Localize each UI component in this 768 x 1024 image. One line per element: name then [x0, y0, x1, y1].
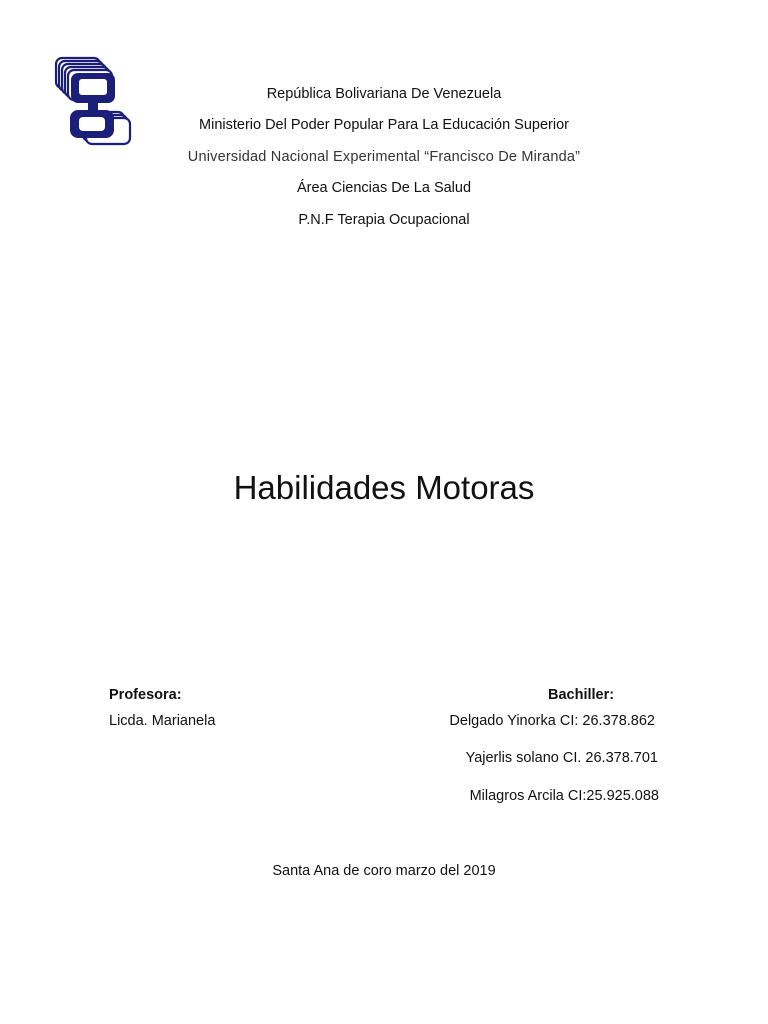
professor-name: Licda. Marianela	[109, 713, 216, 729]
header-university: Universidad Nacional Experimental “Francisco De Miranda”	[187, 149, 581, 165]
professor-label: Profesora:	[109, 687, 182, 703]
place-date: Santa Ana de coro marzo del 2019	[272, 863, 496, 879]
student-item: Milagros Arcila CI:25.925.088	[469, 788, 659, 804]
student-item: Yajerlis solano CI. 26.378.701	[465, 750, 658, 766]
header-ministry: Ministerio Del Poder Popular Para La Educación Superior	[199, 117, 569, 133]
header-country: República Bolivariana De Venezuela	[266, 86, 502, 102]
student-item: Delgado Yinorka CI: 26.378.862	[449, 713, 655, 729]
students-label: Bachiller:	[548, 687, 615, 703]
document-title: Habilidades Motoras	[233, 469, 535, 506]
header-area: Área Ciencias De La Salud	[296, 180, 472, 196]
header-program: P.N.F Terapia Ocupacional	[298, 212, 470, 228]
